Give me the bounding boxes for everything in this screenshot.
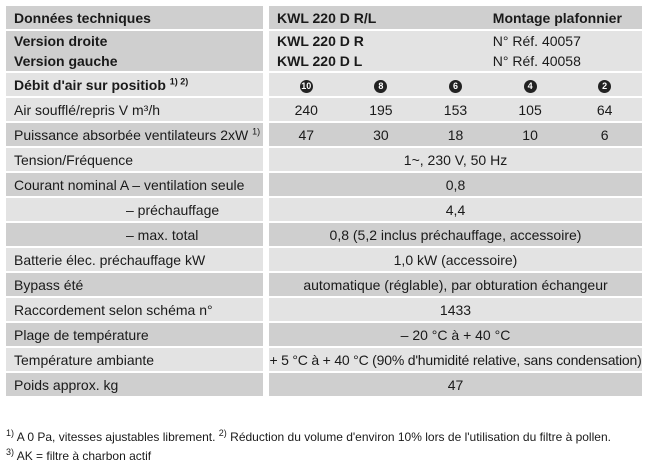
power-value: 30 xyxy=(344,122,419,147)
row-value: 47 xyxy=(269,372,642,397)
air-value: 240 xyxy=(269,97,344,122)
row-value: 0,8 xyxy=(269,172,642,197)
table-row xyxy=(6,172,642,197)
row-label: Courant nominal A – ventilation seule xyxy=(6,172,263,197)
table-row xyxy=(6,372,642,397)
position-4-icon: 4 xyxy=(524,80,537,93)
version-left-model: KWL 220 D L xyxy=(277,53,363,69)
debit-row xyxy=(6,72,642,97)
row-label: Poids approx. kg xyxy=(6,372,263,397)
version-right-ref: N° Réf. 40057 xyxy=(492,33,581,49)
air-value: 153 xyxy=(418,97,493,122)
row-value: 1433 xyxy=(269,297,642,322)
version-right-label: Version droite xyxy=(14,33,108,49)
table-row xyxy=(6,272,642,297)
row-value: – 20 °C à + 40 °C xyxy=(269,322,642,347)
power-value: 47 xyxy=(269,122,344,147)
table-row xyxy=(6,222,642,247)
table-row xyxy=(6,297,642,322)
version-left-label: Version gauche xyxy=(14,53,118,69)
position-10-icon: 10 xyxy=(301,81,312,91)
mounting-type: Montage plafonnier xyxy=(493,6,642,30)
position-2-icon: 2 xyxy=(598,80,611,93)
position-6-icon: 6 xyxy=(449,80,462,93)
table-row xyxy=(6,247,642,272)
power-value: 18 xyxy=(418,122,493,147)
row-value: + 5 °C à + 40 °C (90% d'humidité relative, sans condensation) xyxy=(269,347,642,372)
row-label: Tension/Fréquence xyxy=(6,147,263,172)
row-label: Raccordement selon schéma n° xyxy=(6,297,263,322)
row-value: 0,8 (5,2 inclus préchauffage, accessoire) xyxy=(269,222,642,247)
row-label: – max. total xyxy=(6,222,263,247)
row-value: 1,0 kW (accessoire) xyxy=(269,247,642,272)
table-row xyxy=(6,322,642,347)
air-value: 64 xyxy=(567,97,642,122)
version-labels xyxy=(6,30,263,72)
footnote-3: $^{3)}$ AK = filtre à charbon actif xyxy=(6,447,152,463)
table-title: Données techniques xyxy=(6,6,263,30)
row-value: 1~, 230 V, 50 Hz xyxy=(269,147,642,172)
air-value: 195 xyxy=(344,97,419,122)
row-label: Plage de température xyxy=(6,322,263,347)
technical-data-table xyxy=(6,6,642,398)
model-name: KWL 220 D R/L xyxy=(269,6,493,30)
air-value: 105 xyxy=(493,97,568,122)
row-label: Batterie élec. préchauffage kW xyxy=(6,247,263,272)
power-label: Puissance absorbée ventilateurs 2xW $^{1)}$ xyxy=(6,122,263,147)
version-refs xyxy=(493,30,642,72)
row-value: 4,4 xyxy=(269,197,642,222)
air-row xyxy=(6,97,642,122)
version-models xyxy=(269,30,493,72)
footnote-1-2: $^{1)}$ A 0 Pa, vitesses ajustables librement. $^{2)}$ Réduction du volume d'environ 10% lors de l'utilisation du filtre à pollen. xyxy=(6,428,611,444)
row-value: automatique (réglable), par obturation échangeur xyxy=(269,272,642,297)
table-row xyxy=(6,347,642,372)
version-left-ref: N° Réf. 40058 xyxy=(492,53,581,69)
row-label: – préchauffage xyxy=(6,197,263,222)
header-row xyxy=(6,6,642,30)
row-label: Bypass été xyxy=(6,272,263,297)
debit-label: Débit d'air sur positiob $^{1) 2)}$ xyxy=(6,72,263,97)
position-8-icon: 8 xyxy=(374,80,387,93)
versions-row xyxy=(6,30,642,72)
power-value: 10 xyxy=(493,122,568,147)
version-right-model: KWL 220 D R xyxy=(277,33,364,49)
row-label: Température ambiante xyxy=(6,347,263,372)
power-row xyxy=(6,122,642,147)
table-row xyxy=(6,197,642,222)
air-label: Air soufflé/repris V m³/h xyxy=(6,97,263,122)
power-value: 6 xyxy=(567,122,642,147)
table-row xyxy=(6,147,642,172)
